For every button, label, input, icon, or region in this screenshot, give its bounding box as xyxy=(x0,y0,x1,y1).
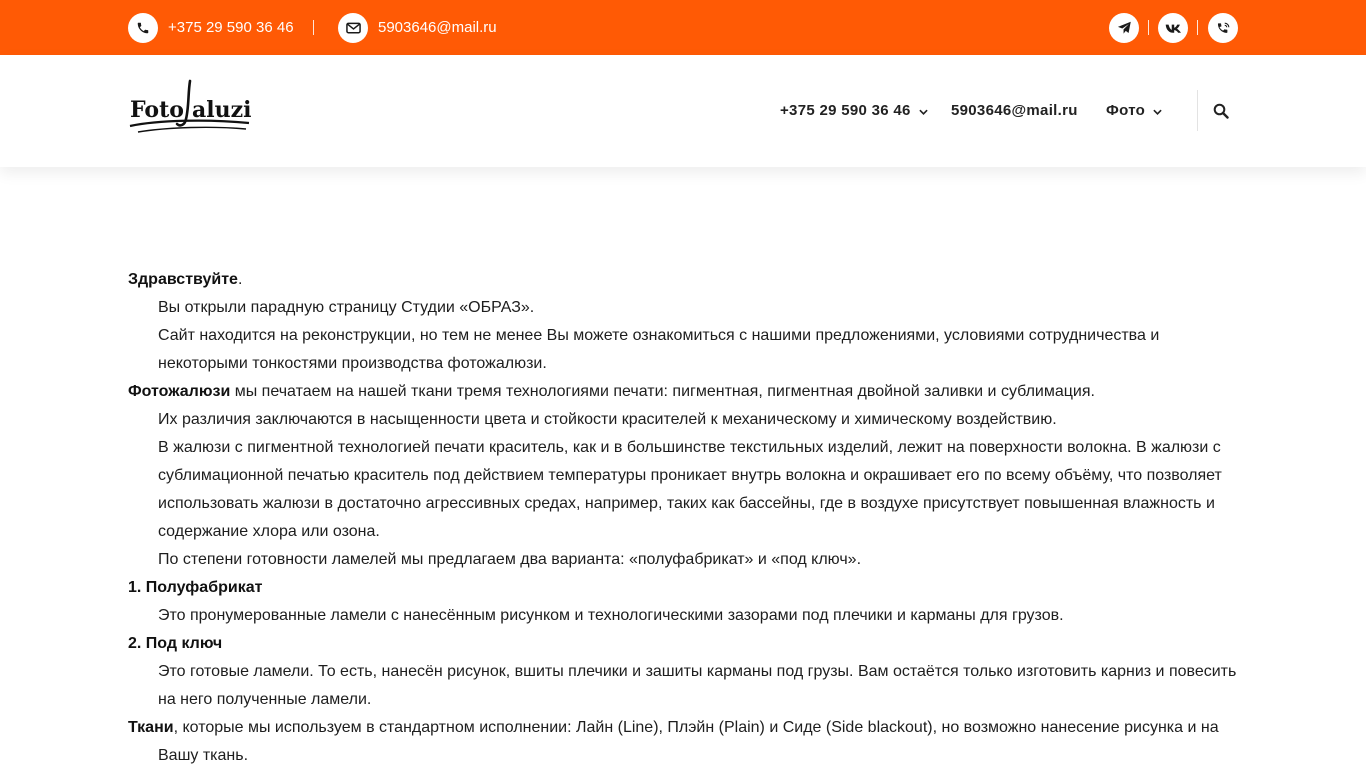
paragraph: Их различия заключаются в насыщенности цвета и стойкости красителей к механическому и химическому воздействию. xyxy=(158,411,1057,428)
top-contact-bar xyxy=(0,0,1366,55)
term-bold: Фотожалюзи xyxy=(128,383,231,400)
telegram-icon[interactable] xyxy=(1109,13,1139,43)
site-header xyxy=(0,55,1366,167)
paragraph xyxy=(128,714,1240,768)
section-heading xyxy=(128,630,1240,658)
nav-phone-label: +375 29 590 36 46 xyxy=(780,102,911,119)
phone-call-icon[interactable] xyxy=(1208,13,1238,43)
paragraph: Это пронумерованные ламели с нанесённым рисунком и технологическими зазорами под плечики и карманы для грузов. xyxy=(158,607,1064,624)
paragraph: Это готовые ламели. То есть, нанесён рисунок, вшиты плечики и зашиты карманы под грузы. Вам остаётся только изготовить карниз и повесить на него полученные ламели. xyxy=(158,663,1237,708)
topbar-divider xyxy=(313,20,314,35)
logo-text-right: aluzi xyxy=(192,97,252,123)
vk-icon[interactable] xyxy=(1158,13,1188,43)
paragraph: Сайт находится на реконструкции, но тем не менее Вы можете ознакомиться с нашими предложениями, условиями сотрудничества и некоторыми тонкостями производства фотожалюзи. xyxy=(158,327,1160,372)
paragraph: В жалюзи с пигментной технологией печати краситель, как и в большинстве текстильных изделий, лежит на поверхности волокна. В жалюзи с сублимационной печатью краситель под действием температуры проникает внутрь волокна и окрашивает его по всему объёму, что позволяет использовать жалюзи в достаточно агрессивных средах, например, таких как бассейны, где в воздухе присутствует повышенная влажность и содержание хлора или озона. xyxy=(158,439,1222,540)
chevron-down-icon xyxy=(919,102,928,119)
phone-icon[interactable] xyxy=(128,13,158,43)
paragraph xyxy=(128,378,1240,406)
greeting-paragraph xyxy=(128,266,1240,294)
heading-text: 1. Полуфабрикат xyxy=(128,579,263,596)
social-divider xyxy=(1148,20,1149,35)
nav-email-label: 5903646@mail.ru xyxy=(951,102,1078,119)
nav-photo[interactable] xyxy=(1106,102,1162,119)
nav-email[interactable] xyxy=(951,102,1078,119)
paragraph-rest: , которые мы используем в стандартном исполнении: Лайн (Line), Плэйн (Plain) и Сиде (Side blackout), но возможно нанесение рисунка и на Вашу ткань. xyxy=(158,719,1219,764)
main-content xyxy=(128,266,1240,768)
site-logo[interactable] xyxy=(128,79,252,137)
greeting-rest: . xyxy=(237,271,243,288)
topbar-phone[interactable]: +375 29 590 36 46 xyxy=(168,19,294,36)
greeting-bold: Здравствуйте xyxy=(128,271,238,288)
section-heading xyxy=(128,574,1240,602)
header-divider xyxy=(1197,90,1198,131)
nav-phone[interactable] xyxy=(780,102,928,119)
paragraph: Вы открыли парадную страницу Студии «ОБРАЗ». xyxy=(158,299,535,316)
logo-text-left: Foto xyxy=(130,97,184,123)
heading-text: 2. Под ключ xyxy=(128,635,223,652)
topbar-email[interactable]: 5903646@mail.ru xyxy=(378,19,497,36)
chevron-down-icon xyxy=(1153,102,1162,119)
envelope-icon[interactable] xyxy=(338,13,368,43)
term-bold: Ткани xyxy=(128,719,174,736)
social-divider xyxy=(1197,20,1198,35)
paragraph: По степени готовности ламелей мы предлагаем два варианта: «полуфабрикат» и «под ключ». xyxy=(158,551,862,568)
search-icon[interactable] xyxy=(1213,103,1231,121)
nav-photo-label: Фото xyxy=(1106,102,1146,119)
paragraph-rest: мы печатаем на нашей ткани тремя технологиями печати: пигментная, пигментная двойной заливки и сублимация. xyxy=(230,383,1095,400)
